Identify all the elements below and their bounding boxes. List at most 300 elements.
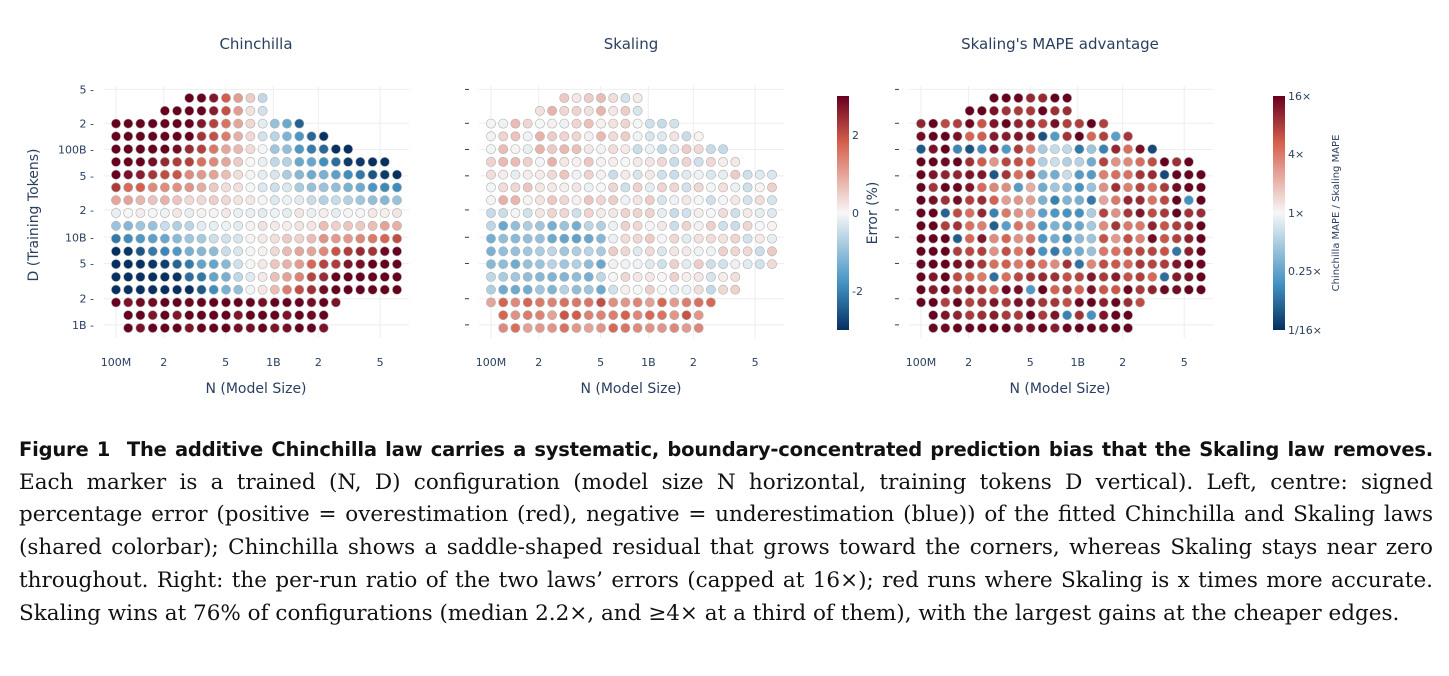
data-marker bbox=[1087, 119, 1096, 128]
data-marker bbox=[621, 145, 630, 154]
data-marker bbox=[535, 323, 544, 332]
data-marker bbox=[916, 170, 925, 179]
data-marker bbox=[319, 208, 328, 217]
data-marker bbox=[234, 208, 243, 217]
data-marker bbox=[682, 247, 691, 256]
data-marker bbox=[755, 196, 764, 205]
data-marker bbox=[331, 285, 340, 294]
data-marker bbox=[657, 196, 666, 205]
data-marker bbox=[356, 196, 365, 205]
data-marker bbox=[989, 221, 998, 230]
data-marker bbox=[356, 285, 365, 294]
chinchilla-panel bbox=[58, 83, 409, 369]
data-marker bbox=[1111, 157, 1120, 166]
data-marker bbox=[645, 183, 654, 192]
data-marker bbox=[295, 119, 304, 128]
data-marker bbox=[111, 260, 120, 269]
data-marker bbox=[596, 132, 605, 141]
data-marker bbox=[719, 208, 728, 217]
data-marker bbox=[221, 323, 230, 332]
data-marker bbox=[682, 157, 691, 166]
data-marker bbox=[307, 285, 316, 294]
data-marker bbox=[234, 196, 243, 205]
data-marker bbox=[368, 272, 377, 281]
data-marker bbox=[221, 145, 230, 154]
data-marker bbox=[1038, 183, 1047, 192]
y-tick-label: 5 - bbox=[79, 83, 94, 97]
data-marker bbox=[282, 234, 291, 243]
data-marker bbox=[682, 145, 691, 154]
data-marker bbox=[1099, 119, 1108, 128]
data-marker bbox=[548, 196, 557, 205]
data-marker bbox=[319, 170, 328, 179]
data-marker bbox=[1050, 285, 1059, 294]
data-marker bbox=[548, 208, 557, 217]
data-marker bbox=[246, 157, 255, 166]
data-marker bbox=[197, 323, 206, 332]
data-marker bbox=[1111, 311, 1120, 320]
data-marker bbox=[596, 157, 605, 166]
x-tick-label: 2 bbox=[314, 356, 322, 369]
data-marker bbox=[282, 183, 291, 192]
data-marker bbox=[282, 119, 291, 128]
data-marker bbox=[572, 247, 581, 256]
data-marker bbox=[1111, 145, 1120, 154]
data-marker bbox=[270, 170, 279, 179]
data-marker bbox=[1063, 298, 1072, 307]
data-marker bbox=[270, 208, 279, 217]
data-marker bbox=[916, 145, 925, 154]
data-marker bbox=[572, 260, 581, 269]
data-marker bbox=[977, 221, 986, 230]
data-marker bbox=[535, 170, 544, 179]
data-marker bbox=[929, 285, 938, 294]
data-marker bbox=[499, 247, 508, 256]
data-marker bbox=[682, 196, 691, 205]
data-marker bbox=[1063, 285, 1072, 294]
data-marker bbox=[295, 260, 304, 269]
data-marker bbox=[1172, 196, 1181, 205]
data-marker bbox=[535, 132, 544, 141]
error-colorbar-label: Error (%) bbox=[865, 181, 881, 245]
data-marker bbox=[1002, 157, 1011, 166]
data-marker bbox=[234, 93, 243, 102]
data-marker bbox=[1002, 196, 1011, 205]
data-marker bbox=[185, 183, 194, 192]
data-marker bbox=[295, 221, 304, 230]
data-marker bbox=[1123, 221, 1132, 230]
data-marker bbox=[989, 183, 998, 192]
data-marker bbox=[535, 196, 544, 205]
data-marker bbox=[331, 183, 340, 192]
data-marker bbox=[621, 170, 630, 179]
data-marker bbox=[977, 208, 986, 217]
data-marker bbox=[767, 221, 776, 230]
data-marker bbox=[380, 183, 389, 192]
data-marker bbox=[1111, 272, 1120, 281]
data-marker bbox=[1002, 93, 1011, 102]
data-marker bbox=[767, 208, 776, 217]
data-marker bbox=[344, 170, 353, 179]
data-marker bbox=[356, 234, 365, 243]
data-marker bbox=[1063, 132, 1072, 141]
data-marker bbox=[392, 183, 401, 192]
data-marker bbox=[965, 323, 974, 332]
data-marker bbox=[523, 234, 532, 243]
data-marker bbox=[1050, 132, 1059, 141]
data-marker bbox=[1014, 247, 1023, 256]
data-marker bbox=[1002, 132, 1011, 141]
data-marker bbox=[694, 247, 703, 256]
data-marker bbox=[953, 132, 962, 141]
data-marker bbox=[319, 183, 328, 192]
data-marker bbox=[1184, 157, 1193, 166]
data-marker bbox=[1160, 247, 1169, 256]
data-marker bbox=[1063, 272, 1072, 281]
data-marker bbox=[319, 272, 328, 281]
data-marker bbox=[197, 260, 206, 269]
data-marker bbox=[929, 311, 938, 320]
data-marker bbox=[1123, 311, 1132, 320]
data-marker bbox=[731, 170, 740, 179]
data-marker bbox=[1148, 221, 1157, 230]
data-marker bbox=[234, 298, 243, 307]
data-marker bbox=[596, 234, 605, 243]
data-marker bbox=[706, 170, 715, 179]
data-marker bbox=[270, 132, 279, 141]
error-colorbar-tick: 0 bbox=[852, 207, 859, 220]
data-marker bbox=[953, 272, 962, 281]
data-marker bbox=[548, 145, 557, 154]
data-marker bbox=[1087, 208, 1096, 217]
data-marker bbox=[1002, 170, 1011, 179]
data-marker bbox=[1038, 196, 1047, 205]
data-marker bbox=[270, 234, 279, 243]
data-marker bbox=[148, 247, 157, 256]
data-marker bbox=[1038, 311, 1047, 320]
data-marker bbox=[1014, 93, 1023, 102]
y-tick-label: 1B - bbox=[71, 318, 94, 332]
data-marker bbox=[197, 196, 206, 205]
data-marker bbox=[1087, 183, 1096, 192]
data-marker bbox=[584, 196, 593, 205]
data-marker bbox=[670, 234, 679, 243]
data-marker bbox=[596, 323, 605, 332]
data-marker bbox=[160, 183, 169, 192]
data-marker bbox=[767, 247, 776, 256]
data-marker bbox=[148, 208, 157, 217]
data-marker bbox=[694, 260, 703, 269]
data-marker bbox=[111, 196, 120, 205]
data-marker bbox=[185, 260, 194, 269]
data-marker bbox=[916, 285, 925, 294]
data-marker bbox=[1075, 311, 1084, 320]
data-marker bbox=[670, 323, 679, 332]
data-marker bbox=[548, 157, 557, 166]
data-marker bbox=[270, 323, 279, 332]
data-marker bbox=[185, 132, 194, 141]
data-marker bbox=[221, 298, 230, 307]
data-marker bbox=[1026, 234, 1035, 243]
data-marker bbox=[731, 221, 740, 230]
data-marker bbox=[621, 323, 630, 332]
data-marker bbox=[221, 132, 230, 141]
data-marker bbox=[523, 145, 532, 154]
data-marker bbox=[621, 132, 630, 141]
data-marker bbox=[953, 298, 962, 307]
data-marker bbox=[1123, 272, 1132, 281]
data-marker bbox=[1123, 208, 1132, 217]
data-marker bbox=[234, 132, 243, 141]
data-marker bbox=[136, 145, 145, 154]
data-marker bbox=[258, 119, 267, 128]
data-marker bbox=[1123, 247, 1132, 256]
data-marker bbox=[221, 272, 230, 281]
data-marker bbox=[1123, 183, 1132, 192]
data-marker bbox=[270, 145, 279, 154]
data-marker bbox=[645, 208, 654, 217]
data-marker bbox=[670, 119, 679, 128]
data-marker bbox=[1038, 170, 1047, 179]
data-marker bbox=[560, 234, 569, 243]
data-marker bbox=[1075, 157, 1084, 166]
data-marker bbox=[523, 196, 532, 205]
data-marker bbox=[977, 119, 986, 128]
data-marker bbox=[977, 260, 986, 269]
data-marker bbox=[1111, 234, 1120, 243]
data-marker bbox=[548, 311, 557, 320]
data-marker bbox=[682, 311, 691, 320]
data-marker bbox=[916, 298, 925, 307]
data-marker bbox=[535, 311, 544, 320]
data-marker bbox=[535, 272, 544, 281]
data-marker bbox=[160, 272, 169, 281]
data-marker bbox=[111, 170, 120, 179]
data-marker bbox=[755, 234, 764, 243]
data-marker bbox=[136, 221, 145, 230]
data-marker bbox=[1050, 323, 1059, 332]
data-marker bbox=[1099, 272, 1108, 281]
data-marker bbox=[160, 208, 169, 217]
x-tick-label: 1B bbox=[641, 356, 656, 369]
data-marker bbox=[1136, 234, 1145, 243]
data-marker bbox=[584, 145, 593, 154]
data-marker bbox=[246, 285, 255, 294]
x-axis-label-chinchilla: N (Model Size) bbox=[205, 381, 307, 397]
data-marker bbox=[657, 145, 666, 154]
data-marker bbox=[1160, 260, 1169, 269]
data-marker bbox=[1002, 208, 1011, 217]
data-marker bbox=[657, 234, 666, 243]
data-marker bbox=[1014, 260, 1023, 269]
data-marker bbox=[1087, 323, 1096, 332]
data-marker bbox=[1087, 221, 1096, 230]
data-marker bbox=[499, 208, 508, 217]
x-tick-label: 1B bbox=[1070, 356, 1086, 369]
data-marker bbox=[965, 183, 974, 192]
data-marker bbox=[160, 285, 169, 294]
data-marker bbox=[1172, 247, 1181, 256]
skaling-panel bbox=[465, 86, 784, 369]
data-marker bbox=[246, 323, 255, 332]
data-marker bbox=[499, 132, 508, 141]
data-marker bbox=[965, 285, 974, 294]
data-marker bbox=[621, 298, 630, 307]
data-marker bbox=[221, 93, 230, 102]
data-marker bbox=[584, 323, 593, 332]
data-marker bbox=[344, 183, 353, 192]
data-marker bbox=[160, 247, 169, 256]
data-marker bbox=[1050, 145, 1059, 154]
data-marker bbox=[356, 260, 365, 269]
data-marker bbox=[755, 208, 764, 217]
data-marker bbox=[356, 208, 365, 217]
data-marker bbox=[609, 221, 618, 230]
data-marker bbox=[596, 272, 605, 281]
data-marker bbox=[1050, 260, 1059, 269]
data-marker bbox=[234, 106, 243, 115]
data-marker bbox=[719, 183, 728, 192]
data-marker bbox=[392, 234, 401, 243]
data-marker bbox=[1002, 183, 1011, 192]
data-marker bbox=[1026, 93, 1035, 102]
data-marker bbox=[584, 234, 593, 243]
data-marker bbox=[511, 285, 520, 294]
data-marker bbox=[356, 247, 365, 256]
data-marker bbox=[1038, 323, 1047, 332]
data-marker bbox=[356, 221, 365, 230]
data-marker bbox=[209, 272, 218, 281]
data-marker bbox=[221, 106, 230, 115]
data-marker bbox=[499, 221, 508, 230]
data-marker bbox=[1038, 285, 1047, 294]
data-marker bbox=[1063, 145, 1072, 154]
data-marker bbox=[977, 157, 986, 166]
data-marker bbox=[706, 183, 715, 192]
data-marker bbox=[295, 311, 304, 320]
data-marker bbox=[234, 157, 243, 166]
data-marker bbox=[953, 170, 962, 179]
data-marker bbox=[282, 196, 291, 205]
data-marker bbox=[1038, 221, 1047, 230]
data-marker bbox=[670, 311, 679, 320]
data-marker bbox=[1184, 196, 1193, 205]
data-marker bbox=[1075, 170, 1084, 179]
data-marker bbox=[1160, 170, 1169, 179]
data-marker bbox=[234, 311, 243, 320]
data-marker bbox=[1002, 285, 1011, 294]
data-marker bbox=[572, 196, 581, 205]
data-marker bbox=[511, 311, 520, 320]
data-marker bbox=[560, 145, 569, 154]
data-marker bbox=[148, 196, 157, 205]
data-marker bbox=[989, 208, 998, 217]
data-marker bbox=[344, 234, 353, 243]
data-marker bbox=[1148, 183, 1157, 192]
advantage-panel bbox=[895, 86, 1213, 369]
data-marker bbox=[1111, 247, 1120, 256]
data-marker bbox=[1014, 119, 1023, 128]
data-marker bbox=[1099, 311, 1108, 320]
data-marker bbox=[221, 157, 230, 166]
ratio-colorbar-tick: 1× bbox=[1288, 207, 1305, 220]
data-marker bbox=[246, 247, 255, 256]
data-marker bbox=[136, 285, 145, 294]
data-marker bbox=[246, 93, 255, 102]
data-marker bbox=[511, 298, 520, 307]
data-marker bbox=[965, 260, 974, 269]
data-marker bbox=[706, 221, 715, 230]
data-marker bbox=[282, 221, 291, 230]
data-marker bbox=[1002, 247, 1011, 256]
data-marker bbox=[767, 234, 776, 243]
data-marker bbox=[719, 221, 728, 230]
data-marker bbox=[560, 157, 569, 166]
data-marker bbox=[246, 145, 255, 154]
data-marker bbox=[486, 221, 495, 230]
data-marker bbox=[270, 272, 279, 281]
data-marker bbox=[197, 298, 206, 307]
data-marker bbox=[965, 208, 974, 217]
data-marker bbox=[209, 247, 218, 256]
figure-caption bbox=[19, 434, 1433, 630]
data-marker bbox=[246, 183, 255, 192]
y-tick-label: 2 - bbox=[79, 117, 94, 131]
data-marker bbox=[694, 298, 703, 307]
data-marker bbox=[319, 298, 328, 307]
data-marker bbox=[148, 285, 157, 294]
data-marker bbox=[486, 119, 495, 128]
data-marker bbox=[282, 298, 291, 307]
ratio-colorbar-tick: 16× bbox=[1288, 90, 1312, 103]
data-marker bbox=[1014, 196, 1023, 205]
data-marker bbox=[755, 170, 764, 179]
data-marker bbox=[160, 157, 169, 166]
data-marker bbox=[645, 272, 654, 281]
data-marker bbox=[719, 285, 728, 294]
data-marker bbox=[209, 208, 218, 217]
data-marker bbox=[682, 234, 691, 243]
data-marker bbox=[596, 119, 605, 128]
data-marker bbox=[1136, 272, 1145, 281]
caption-body: Each marker is a trained (N, D) configuration (model size N horizontal, training tokens D vertical). Left, centre: signed percentage error (positive = overestimation (red), negative = underestimation (blue)) of the fitted Chinchilla and Skaling laws (shared colorbar); Chinchilla shows a saddle-shaped residual that grows toward the corners, whereas Skaling stays near zero throughout. Right: the per-run ratio of the two laws’ errors (capped at 16×); red runs where Skaling is x times more accurate. Skaling wins at 76% of configurations (median 2.2×, and ≥4× at a third of them), with the largest gains at the cheaper edges. bbox=[19, 469, 1433, 626]
data-marker bbox=[621, 208, 630, 217]
data-marker bbox=[1123, 234, 1132, 243]
data-marker bbox=[989, 234, 998, 243]
data-marker bbox=[941, 323, 950, 332]
data-marker bbox=[1123, 132, 1132, 141]
data-marker bbox=[1196, 260, 1205, 269]
data-marker bbox=[1184, 183, 1193, 192]
data-marker bbox=[1087, 170, 1096, 179]
data-marker bbox=[511, 196, 520, 205]
data-marker bbox=[1026, 247, 1035, 256]
data-marker bbox=[694, 145, 703, 154]
data-marker bbox=[486, 183, 495, 192]
data-marker bbox=[572, 221, 581, 230]
x-tick-label: 2 bbox=[965, 356, 973, 369]
data-marker bbox=[523, 208, 532, 217]
data-marker bbox=[941, 196, 950, 205]
data-marker bbox=[977, 285, 986, 294]
data-marker bbox=[1136, 183, 1145, 192]
data-marker bbox=[1063, 260, 1072, 269]
data-marker bbox=[719, 170, 728, 179]
data-marker bbox=[706, 298, 715, 307]
data-marker bbox=[1196, 247, 1205, 256]
data-marker bbox=[486, 285, 495, 294]
data-marker bbox=[1184, 272, 1193, 281]
